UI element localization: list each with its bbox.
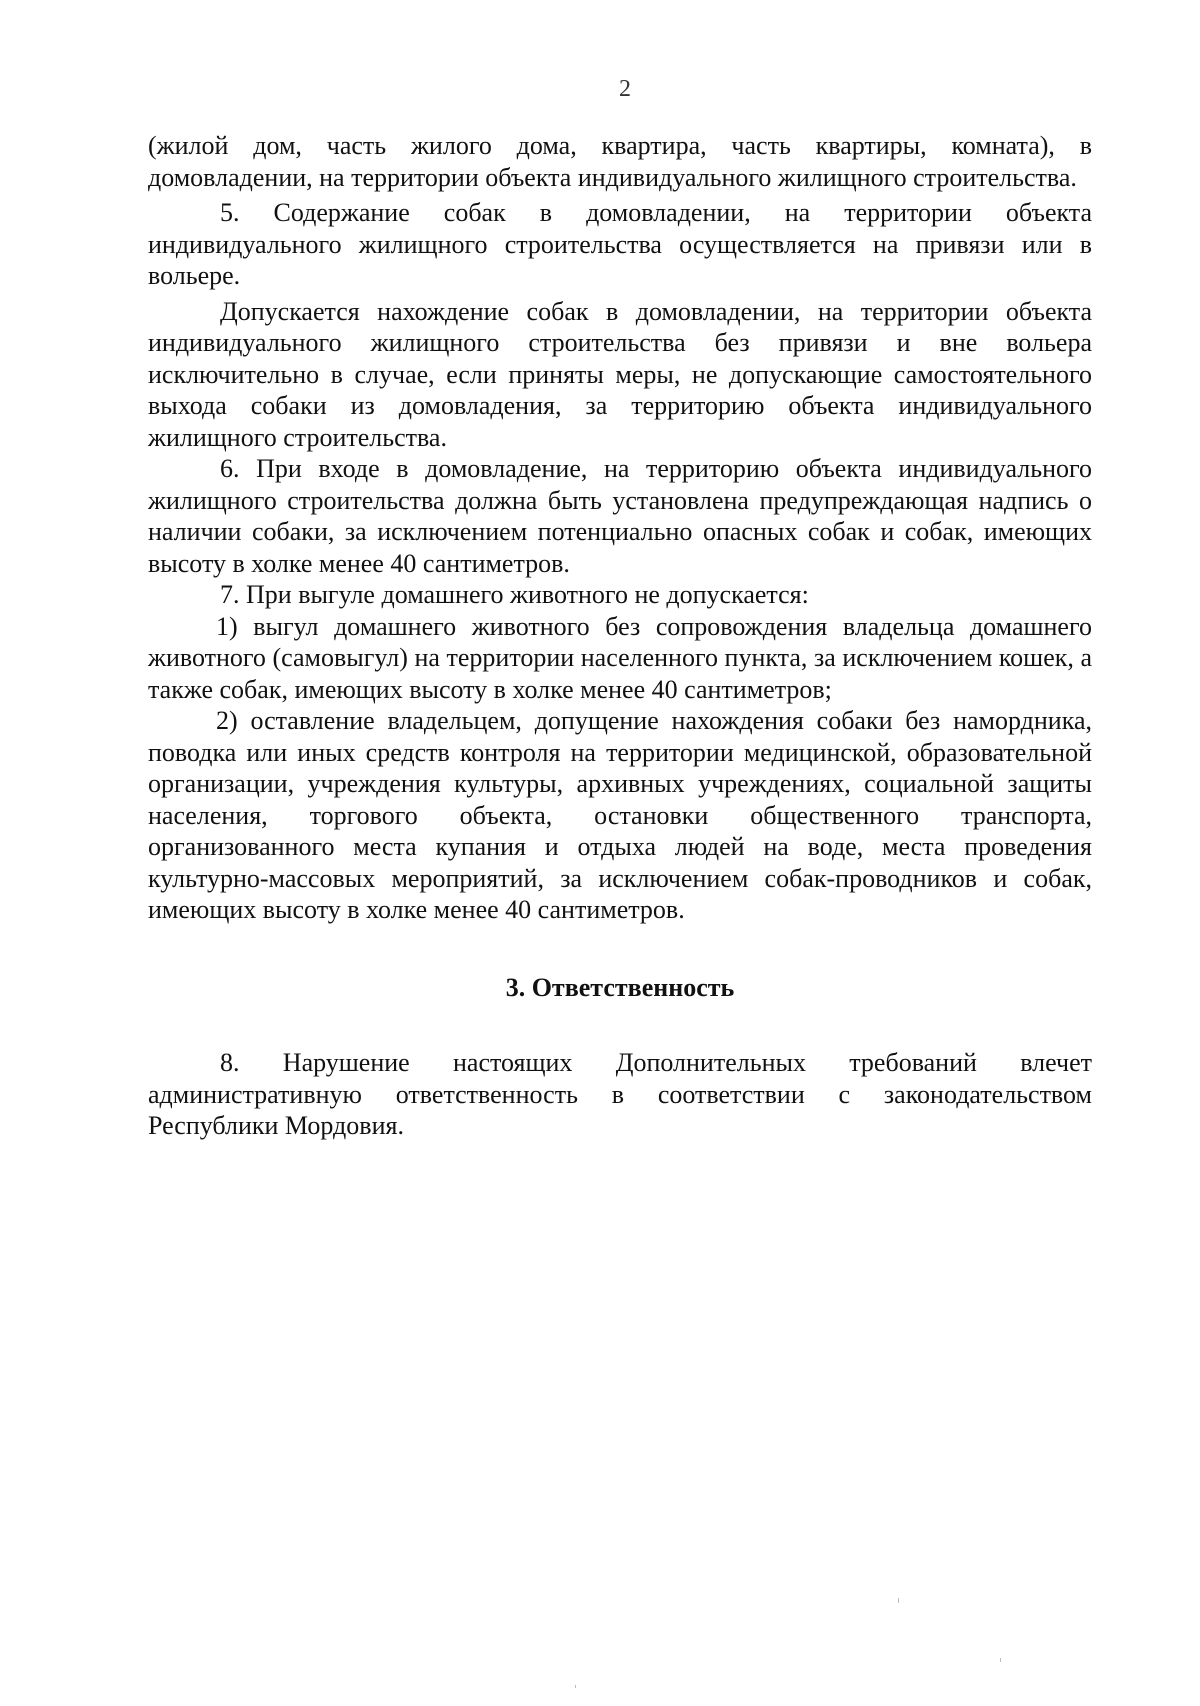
document-body bbox=[148, 130, 1092, 1142]
paragraph-item-5: 5. Содержание собак в домовладении, на территории объекта индивидуального жилищного строительства осуществляется на привязи или в вольере. bbox=[148, 198, 1092, 290]
page-number: 2 bbox=[619, 76, 631, 102]
section-heading: 3. Ответственность bbox=[505, 972, 735, 1002]
scan-artifact-mark bbox=[898, 1598, 899, 1603]
scan-artifact-mark bbox=[575, 1685, 576, 1688]
paragraph-item-7: 7. При выгуле домашнего животного не допускается: bbox=[220, 580, 809, 609]
paragraph-item-8: 8. Нарушение настоящих Дополнительных требований влечет административную ответственность в соответствии с законодательством Республики Мордовия. bbox=[148, 1048, 1092, 1140]
paragraph-subitem-2: 2) оставление владельцем, допущение нахождения собаки без намордника, поводка или иных средств контроля на территории медицинской, образовательной организации, учреждения культуры, архивных учреждениях, социальной защиты населения, торгового объекта, остановки общественного транспорта, организованного места купания и отдыха людей на воде, места проведения культурно-массовых мероприятий, за исключением собак-проводников и собак, имеющих высоту в холке менее 40 сантиметров. bbox=[148, 706, 1092, 924]
paragraph-item-6: 6. При входе в домовладение, на территорию объекта индивидуального жилищного строительства должна быть установлена предупреждающая надпись о наличии собаки, за исключением потенциально опасных собак и собак, имеющих высоту в холке менее 40 сантиметров. bbox=[148, 454, 1092, 578]
scan-artifact-mark bbox=[1000, 1658, 1001, 1662]
paragraph-exception: Допускается нахождение собак в домовладении, на территории объекта индивидуального жилищного строительства без привязи и вне вольера исключительно в случае, если приняты меры, не допускающие самостоятельного выхода собаки из домовладения, за территорию объекта индивидуального жилищного строительства. bbox=[148, 296, 1092, 452]
paragraph-continuation: (жилой дом, часть жилого дома, квартира, часть квартиры, комната), в домовладении, на территории объекта индивидуального жилищного строительства. bbox=[148, 131, 1092, 192]
paragraph-subitem-1: 1) выгул домашнего животного без сопровождения владельца домашнего животного (самовыгул) на территории населенного пункта, за исключением кошек, а также собак, имеющих высоту в холке менее 40 сантиметров; bbox=[148, 611, 1092, 704]
